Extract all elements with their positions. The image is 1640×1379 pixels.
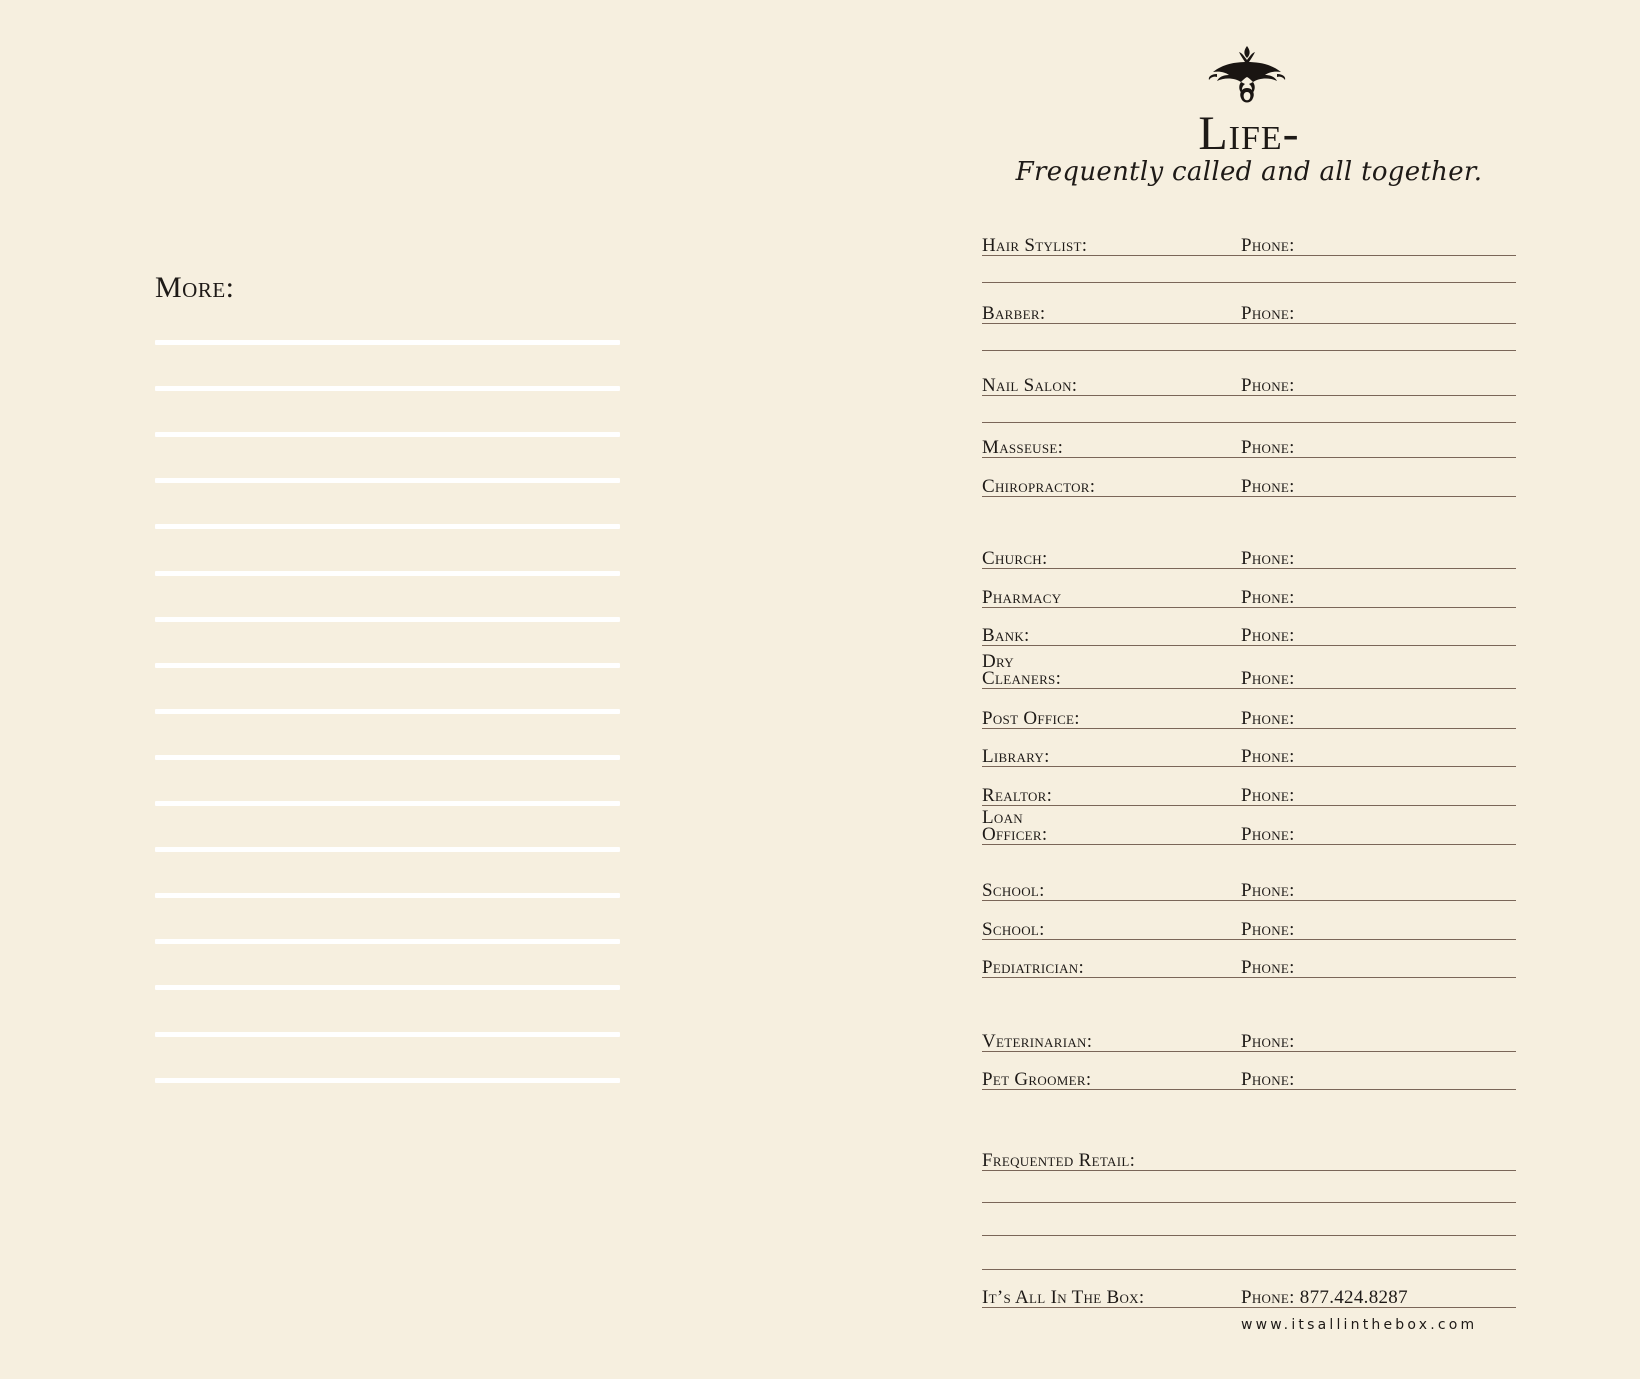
note-line[interactable]	[155, 847, 620, 852]
contact-row[interactable]	[982, 300, 1516, 324]
phone-label: Phone:	[1241, 668, 1295, 689]
more-heading: More:	[155, 271, 235, 304]
contact-row[interactable]	[982, 372, 1516, 396]
contact-row[interactable]	[982, 705, 1516, 729]
footer-phone: Phone: 877.424.8287	[1241, 1287, 1408, 1308]
phone-label: Phone:	[1241, 708, 1295, 729]
contact-label: Library:	[982, 746, 1050, 767]
contact-label: Dry Cleaners:	[982, 651, 1062, 689]
note-line[interactable]	[155, 386, 620, 391]
note-line[interactable]	[155, 617, 620, 622]
footer-website: www.itsallinthebox.com	[1241, 1317, 1478, 1333]
contact-label: Realtor:	[982, 785, 1053, 806]
contact-label: Post Office:	[982, 708, 1080, 729]
contact-label: Pet Groomer:	[982, 1069, 1092, 1090]
phone-label: Phone:	[1241, 919, 1295, 940]
contact-label: Barber:	[982, 303, 1046, 324]
phone-label: Phone:	[1241, 625, 1295, 646]
note-line[interactable]	[155, 524, 620, 529]
contact-label: Nail Salon:	[982, 375, 1078, 396]
phone-label: Phone:	[1241, 303, 1295, 324]
phone-label: Phone:	[1241, 375, 1295, 396]
contact-row[interactable]	[982, 916, 1516, 940]
contact-label: Church:	[982, 548, 1048, 569]
retail-blank-line[interactable]	[982, 1269, 1516, 1270]
note-line[interactable]	[155, 340, 620, 345]
phone-label: Phone:	[1241, 437, 1295, 458]
page-subtitle: Frequently called and all together.	[1015, 157, 1483, 187]
phone-label: Phone:	[1241, 824, 1295, 845]
note-line[interactable]	[155, 801, 620, 806]
note-line[interactable]	[155, 939, 620, 944]
phone-label: Phone:	[1241, 587, 1295, 608]
contact-label: School:	[982, 919, 1045, 940]
retail-blank-line[interactable]	[982, 1235, 1516, 1236]
contact-row[interactable]	[982, 743, 1516, 767]
contact-label: Veterinarian:	[982, 1031, 1093, 1052]
contact-row[interactable]	[982, 622, 1516, 646]
contact-label: Bank:	[982, 625, 1030, 646]
note-line[interactable]	[155, 432, 620, 437]
contact-label: Hair Stylist:	[982, 235, 1088, 256]
contact-row[interactable]	[982, 808, 1516, 845]
phone-label: Phone:	[1241, 1031, 1295, 1052]
contact-row[interactable]	[982, 434, 1516, 458]
contact-row[interactable]	[982, 473, 1516, 497]
contact-label: Loan Officer:	[982, 807, 1048, 845]
contact-row[interactable]	[982, 877, 1516, 901]
phone-label: Phone:	[1241, 476, 1295, 497]
frequented-retail-label: Frequented Retail:	[982, 1150, 1136, 1171]
note-line[interactable]	[155, 709, 620, 714]
phone-label: Phone:	[1241, 1069, 1295, 1090]
contact-row[interactable]	[982, 584, 1516, 608]
phone-label: Phone:	[1241, 880, 1295, 901]
phone-label: Phone:	[1241, 785, 1295, 806]
contact-blank-line[interactable]	[982, 350, 1516, 351]
contact-row[interactable]	[982, 954, 1516, 978]
note-line[interactable]	[155, 755, 620, 760]
note-line[interactable]	[155, 663, 620, 668]
phone-label: Phone:	[1241, 235, 1295, 256]
frequented-retail-row[interactable]	[982, 1150, 1516, 1171]
note-line[interactable]	[155, 893, 620, 898]
contact-row[interactable]	[982, 1066, 1516, 1090]
contact-row[interactable]	[982, 545, 1516, 569]
contact-row[interactable]	[982, 232, 1516, 256]
contact-label: Pharmacy	[982, 587, 1062, 608]
phone-label: Phone:	[1241, 746, 1295, 767]
contact-label: School:	[982, 880, 1045, 901]
page-title: Life-	[1198, 107, 1300, 160]
contact-blank-line[interactable]	[982, 282, 1516, 283]
phone-label: Phone:	[1241, 957, 1295, 978]
contact-row[interactable]	[982, 652, 1516, 689]
contact-blank-line[interactable]	[982, 422, 1516, 423]
footer-contact-row	[982, 1287, 1516, 1308]
note-line[interactable]	[155, 985, 620, 990]
contact-label: Pediatrician:	[982, 957, 1085, 978]
note-line[interactable]	[155, 478, 620, 483]
fleur-ornament-icon	[1205, 44, 1289, 108]
contact-label: Chiropractor:	[982, 476, 1096, 497]
footer-company-label: It’s All In The Box:	[982, 1287, 1145, 1308]
contact-row[interactable]	[982, 1028, 1516, 1052]
retail-blank-line[interactable]	[982, 1202, 1516, 1203]
note-line[interactable]	[155, 1032, 620, 1037]
contact-label: Masseuse:	[982, 437, 1064, 458]
note-line[interactable]	[155, 1078, 620, 1083]
note-line[interactable]	[155, 571, 620, 576]
contact-row[interactable]	[982, 782, 1516, 806]
phone-label: Phone:	[1241, 548, 1295, 569]
